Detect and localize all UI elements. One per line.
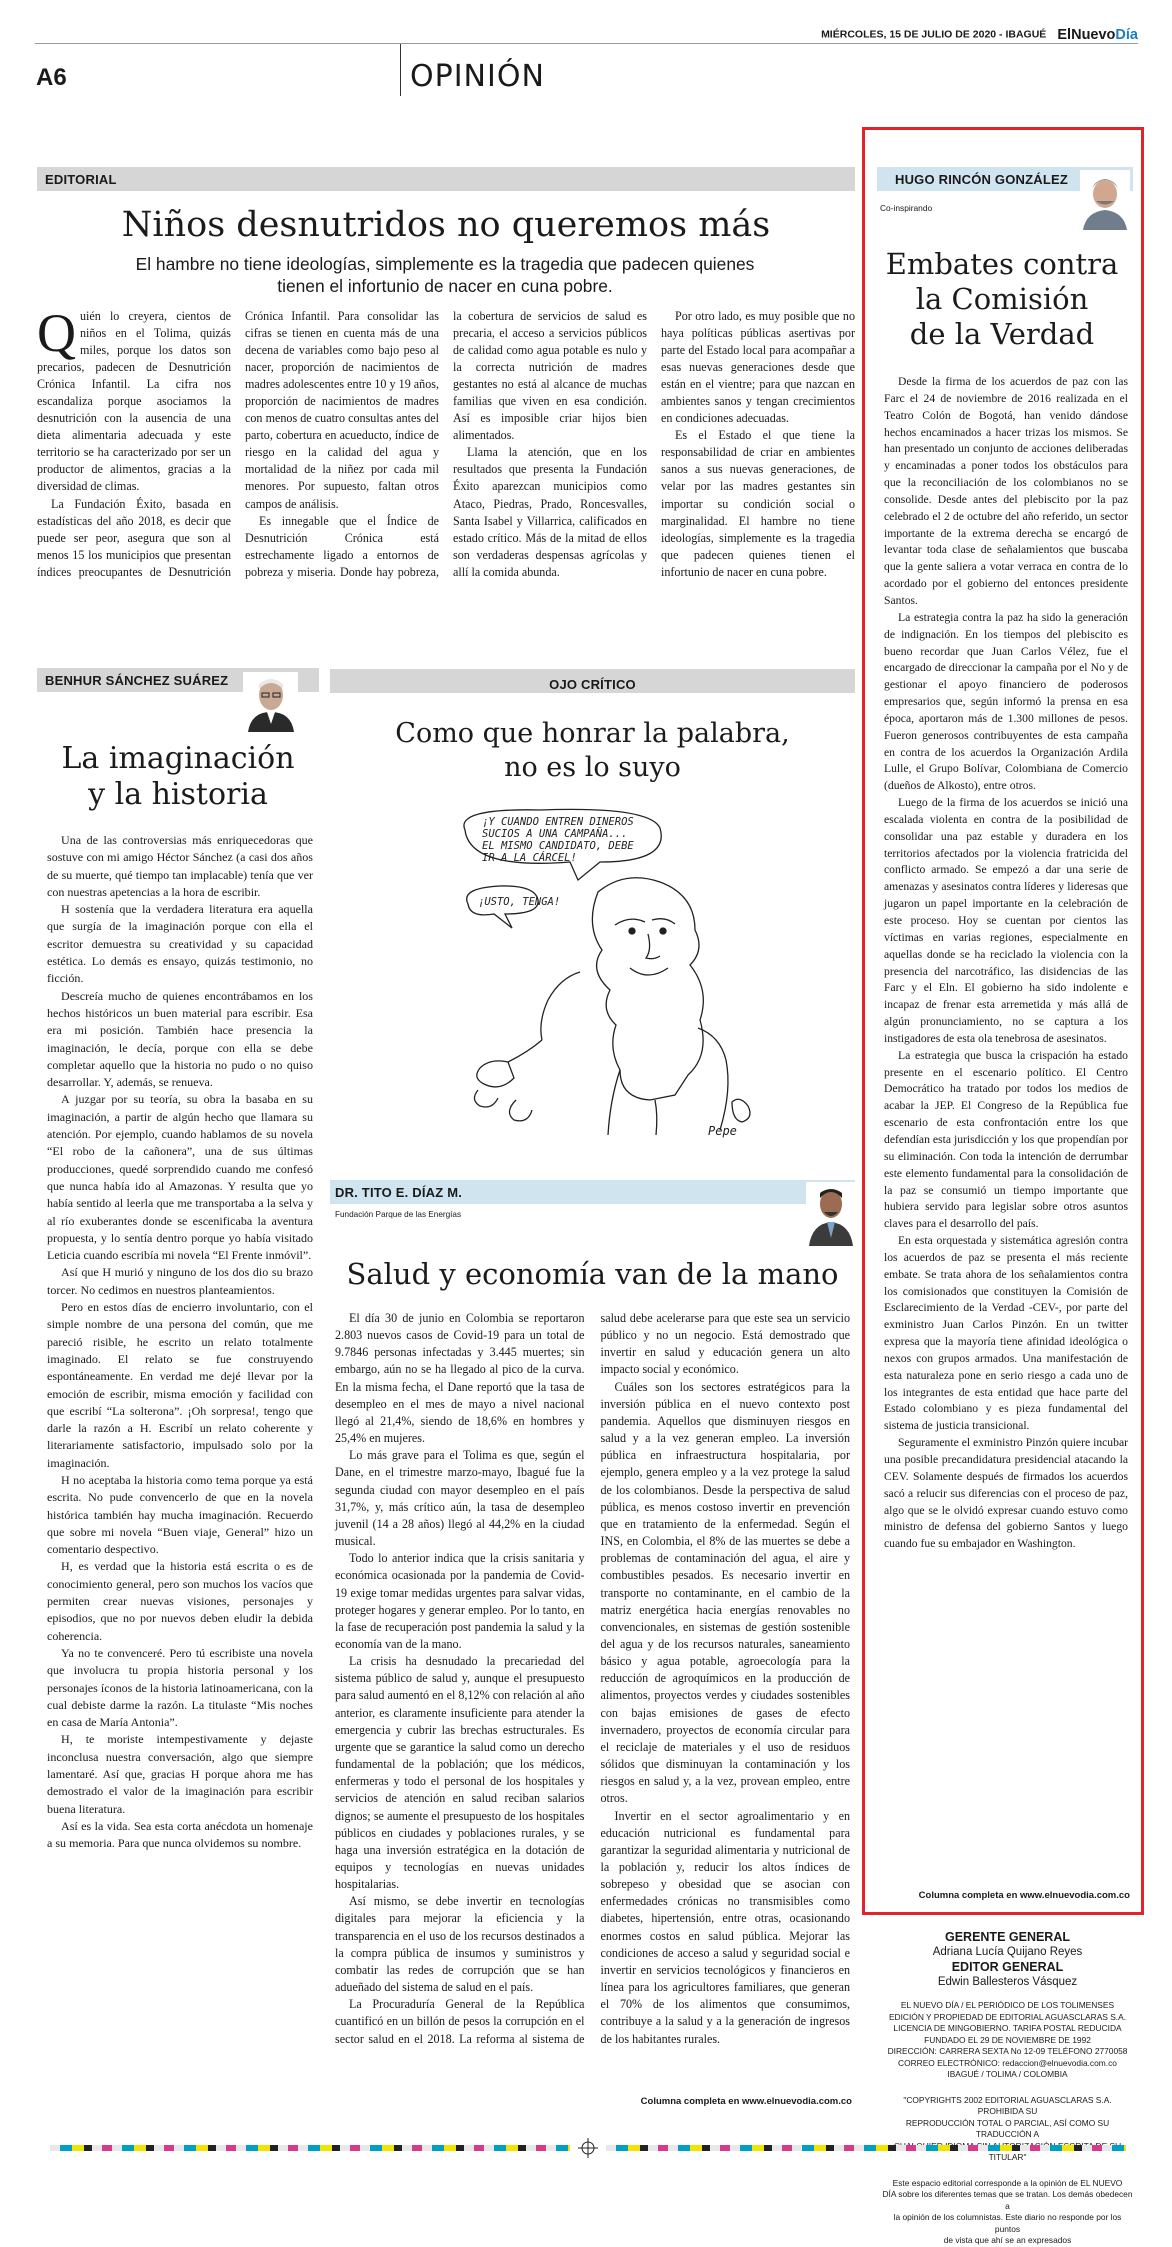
salud-paragraph: Invertir en el sector agroalimentario y en educación nutricional es fundamental para garantizar la seguridad alimentaria y nutricional de la población y, reducir los altos índices de sobrepeso y obesidad que se asocian con enfermedades crónicas no transmisibles como diabetes, hipertensión, entre otras, ocasionando enormes costos en salud pública. Mejorar las condiciones de acceso a salud y seguridad social e invertir en servicios tecnológicos y financieros en línea para los agricultores familiares, que generan el 70% de los alimentos que consumimos, contribuye a la salud y a la generación de ingresos de los habitantes rurales. bbox=[600, 1808, 850, 2046]
editorial-label-bar bbox=[37, 167, 855, 191]
masthead bbox=[880, 1930, 1135, 2247]
benhur-photo bbox=[243, 672, 298, 732]
benhur-paragraph: Así que H murió y ninguno de los dos dio su brazo torcer. No cedimos en nuestros planteamientos. bbox=[47, 1265, 313, 1297]
benhur-body bbox=[47, 832, 313, 2102]
editorial-body bbox=[37, 303, 855, 666]
benhur-paragraph: H, te moriste intempestivamente y dejaste inconclusa nuestra conversación, algo que siempre lamentaré. Así que, gracias H porque ahora me has demostrado el valor de la imaginación para escribir buena literatura. bbox=[47, 1732, 313, 1816]
cartoon-label-bar bbox=[330, 669, 855, 693]
speech-line: ¡Y CUANDO ENTREN DINEROS bbox=[482, 816, 634, 828]
benhur-paragraph: H no aceptaba la historia como tema porque ya está escrita. No pude convencerlo de que en la novela histórica también hay mucha imaginación. Recuerdo que sobre mi novela “Buen viaje, General” hizo un comentario despectivo. bbox=[47, 1472, 313, 1557]
salud-paragraph: El día 30 de junio en Colombia se reportaron 2.803 nuevos casos de Covid-19 para un total de 9.7846 personas infectadas y 3.445 muertes; sin embargo, aún no se ha llegado al pico de la curva. En la misma fecha, el Dane reportó que la tasa de desempleo en el mes de mayo a nivel nacional llegó al 21,4%, siendo de 18,6% en hombres y 25,4% en mujeres. bbox=[335, 1311, 585, 1446]
section-title: OPINIÓN bbox=[410, 59, 545, 94]
editorial-paragraph: Es innegable que el Índice de Desnutrición Crónica está estrechamente ligado a entornos de pobreza y miseria. Donde hay pobreza, la cobertura de servicios de salud es precaria, el acceso a servicios públicos de calidad como agua potable es nulo y la correcta nutrición de madres gestantes no está al alcance de muchas familias que viven en esa condición. Así es imposible criar hijos bien alimentados. bbox=[245, 309, 647, 579]
cartoon-drawing bbox=[420, 800, 780, 1145]
caricature-illustration bbox=[420, 800, 780, 1145]
salud-paragraph: La Procuraduría General de la República cuantificó en un billón de pesos la corrupción en el sector salud en el 2018. La reforma al sistema de salud debe acelerarse para que este sea un servicio público y no un negocio. Está demostrado que invertir en salud y educación genera un alto impacto social y económico. bbox=[335, 1311, 850, 2046]
hugo-paragraph: La estrategia contra la paz ha sido la generación de indignación. En los tiempos del plebiscito es bueno recordar que Juan Carlos Vélez, fue el encargado de direccionar la campaña por el No y de gestionar el apoyo financiero de poderosos empresarios que, según informó la prensa en esa época, aportaron más de 1.300 millones de pesos. Fueron generosos contribuyentes de esta campaña en contra de los acuerdos la Organización Ardila Lulle, el Grupo Bolívar, Colombiana de Comercio (dueños de Alkosto), entre otros. bbox=[884, 610, 1128, 793]
print-color-strip-right bbox=[606, 2145, 1126, 2151]
gerente-name: Adriana Lucía Quijano Reyes bbox=[932, 1946, 1083, 1958]
speech-line: EL MISMO CANDIDATO, DEBE bbox=[482, 840, 634, 852]
benhur-paragraph: Pero en estos días de encierro involuntario, con el simple nombre de una persona del común, que me pareció risible, he escrito un relato totalmente imaginado. El relato se fue construyendo espontáneamente. En verdad me dejé llevar por la emoción de escribir, misma emoción y facilidad con que escribí “La solterona”. ¡Oh sorpresa!, tengo que darle la razón a H. Escribí un relato coherente y literariamente satisfactorio, impulsado solo por la imaginación. bbox=[47, 1300, 313, 1470]
salud-affiliation: Fundación Parque de las Energías bbox=[335, 1210, 462, 1219]
editorial-paragraph: Por otro lado, es muy posible que no haya políticas públicas asertivas por parte del Estado local para acompañar a esas nuevas generaciones desde que están en el vientre; para que nazcan en ambientes sanos y tengan crecimientos en condiciones adecuadas. bbox=[661, 309, 855, 426]
salud-author: DR. TITO E. DÍAZ M. bbox=[335, 1185, 463, 1200]
masthead-copyright: "COPYRIGHTS 2002 EDITORIAL AGUASCLARAS S.A. PROHIBIDA SU REPRODUCCIÓN TOTAL O PARCIAL, ASÍ COMO SU TRADUCCIÓN A TITULAR" bbox=[903, 2094, 1112, 2162]
dateline-bar bbox=[738, 24, 1138, 44]
salud-paragraph: La crisis ha desnudado la precariedad del sistema público de salud y, aunque el presupuesto para salud aumentó en el 8,12% con relación al año anterior, es claramente insuficiente para atender la emergencia y cubrir las brechas estructurales. Es urgente que se garantice la salud como un derecho fundamental de la población; que los médicos, enfermeras y todo el personal de los hospitales y servicios de atención en salud reciban salarios dignos; se aumente el presupuesto de los hospitales públicos en ciudades y poblaciones rurales, y se haga una inversión estratégica en la dotación de equipos y tecnologías en nuevas unidades hospitalarias. bbox=[335, 1654, 585, 1892]
benhur-paragraph: Ya no te convenceré. Pero tú escribiste una novela que involucra tu propia historia personal y los personajes íconos de la historia latinoamericana, con la cual debiste darme la razón. La titulaste “Mis noches en casa de María Antonia”. bbox=[47, 1645, 313, 1730]
editorial-paragraph: Llama la atención, que en los resultados que presenta la Fundación Éxito aparezcan municipios como Ataco, Piedras, Prado, Roncesvalles, Santa Isabel y Villarrica, calificados en estado crítico. Más de la mitad de ellos son verdaderas despensas agrícolas y allí la comida abunda. bbox=[453, 445, 647, 579]
cartoon-label: OJO CRÍTICO bbox=[549, 677, 636, 692]
salud-paragraph: Lo más grave para el Tolima es que, según el Dane, en el trimestre marzo-mayo, Ibagué fue la segunda ciudad con mayor desempleo en el país 31,7%, y, más crítico aún, la tasa de desempleo juvenil (14 a 28 años) llegó al 44,2% en la ciudad musical. bbox=[335, 1448, 585, 1549]
speech-line: IR A LA CÁRCEL! bbox=[482, 852, 577, 864]
hugo-photo bbox=[1080, 170, 1130, 230]
masthead-disclaimer: Este espacio editorial corresponde a la opinión de EL NUEVO DÍA sobre los diferentes temas que se tratan. Los demás obedecen a la opinión de los columnistas. Este diario no responde por los puntos de vista que ahí se an expresados bbox=[882, 2177, 1133, 2245]
benhur-paragraph: A juzgar por su teoría, su obra la basaba en su imaginación, a partir de algún hecho que llamara su atención. Por ejemplo, cuando hablamos de su novela “El robo de la cañonera”, una de sus últimas producciones, quedé sorprendido cuando me confesó que nunca había ido al Amazonas. Y resulta que yo había sentido al leerla que me transportaba a la selva y al río exuberantes donde se escenificaba la aventura propuesta, y lo sentía dentro porque yo había visitado Leticia cuando escribía mi novela “El Frente inmóvil”. bbox=[47, 1092, 313, 1263]
author-portrait-icon bbox=[806, 1182, 856, 1246]
editor-label: EDITOR GENERAL bbox=[951, 1960, 1064, 1974]
salud-footer-link[interactable]: Columna completa en www.elnuevodia.com.co bbox=[640, 2096, 852, 2107]
section-divider bbox=[400, 44, 401, 96]
editorial-subtitle: El hambre no tiene ideologías, simplemente es la tragedia que padecen quienes tienen el infortunio de nacer en cuna pobre. bbox=[135, 254, 755, 296]
salud-photo bbox=[806, 1182, 856, 1246]
page-number: A6 bbox=[36, 64, 67, 91]
masthead-info: EL NUEVO DÍA / EL PERIÓDICO DE LOS TOLIMENSES EDICIÓN Y PROPIEDAD DE EDITORIAL AGUASCLARAS S.A. LICENCIA DE MINGOBIERNO. TARIFA POSTAL REDUCIDA FUNDADO EL 29 DE NOVIEMBRE DE 1992 DIRECCIÓN: CARRERA SEXTA No 12-09 TELÉFONO 2770058 CORREO ELECTRÓNICO: redaccion@elnuevodia.com.co IBAGUÉ / TOLIMA / COLOMBIA bbox=[887, 2000, 1128, 2079]
brand-logo: ElNuevoDía bbox=[1057, 26, 1138, 43]
hugo-author: HUGO RINCÓN GONZÁLEZ bbox=[895, 172, 1068, 187]
hugo-paragraph: La estrategia que busca la crispación ha estado presente en el escenario político. El Centro Democrático ha tratado por todos los medios de acabar la JEP. El Congreso de la República fue escenario de esta confrontación entre los que defendían esta jurisdicción y los que propendían por su eliminación. Con toda la intención de derrumbar este elemento fundamental para la consolidación de la paz se consumió un tiempo importante que hubiera servido para legislar sobre otros asuntos claves para el desarrollo del país. bbox=[884, 1048, 1128, 1231]
header-rule bbox=[35, 43, 1138, 44]
benhur-paragraph: Descreía mucho de quienes encontrábamos en los hechos históricos un buen material para escribir. Esa era mi posición. También hace presencia la imaginación, le decía, porque con ella se debe completar aquello que la historia no pudo o no quiso desarrollar. Y, además, se renueva. bbox=[47, 988, 313, 1090]
benhur-paragraph: H, es verdad que la historia está escrita o es de conocimiento general, pero son muchos los vacíos que permiten crear nuevas visiones, personajes y episodios, que no por nuevos deben eludir la debida coherencia. bbox=[47, 1559, 313, 1643]
editorial-title: Niños desnutridos no queremos más bbox=[121, 205, 771, 245]
hugo-paragraph: Luego de la firma de los acuerdos se inició una escalada violenta en contra de la posibilidad de consolidar una paz estable y duradera en los territorios afectados por la violencia fratricida del conflicto armado. Se empezó a dar una serie de amenazas y asesinatos contra líderes y lideresas que jugaron un papel importante en la celebración de este proceso. Hoy se cuentan por cientos las víctimas en varias regiones, especialmente en aquellas donde se ha reciclado la violencia con la presencia del narcotráfico, las disidencias de las Farc y el Eln. El gobierno ha sido indolente e incapaz de frenar esta arremetida y más allá de algún pronunciamiento, no se captura a los instigadores de esta ola tenebrosa de asesinatos. bbox=[884, 796, 1128, 1045]
hugo-paragraph: Desde la firma de los acuerdos de paz con las Farc el 24 de noviembre de 2016 realizada en el Teatro Colón de Bogotá, han venido dándose hechos encaminados a hacer trizas los mismos. Se han presentado un conjunto de acciones deliberadas y encaminadas a poner todos los obstáculos para que la reconciliación de los colombianos no se consolide. Desde antes del plebiscito por la paz celebrado el 2 de octubre del año referido, un sector importante de la extrema derecha se encargó de levantar toda clase de señalamientos que buscaba que la gente saliera a votar verraca en contra de lo acordado por el gobierno del entonces presidente Santos. bbox=[884, 375, 1128, 607]
author-portrait-icon bbox=[1080, 170, 1130, 230]
hugo-title: Embates contra la Comisión de la Verdad bbox=[885, 247, 1119, 351]
hugo-footer-link[interactable]: Columna completa en www.elnuevodia.com.co bbox=[918, 1890, 1130, 1901]
hugo-body bbox=[884, 374, 1128, 1874]
benhur-paragraph: H sostenía que la verdadera literatura era aquella que surgía de la imaginación porque con ella el escritor demuestra su creatividad y su capacidad estética. Lo demás es ensayo, quizás testimonio, no ficción. bbox=[47, 902, 313, 986]
salud-body bbox=[335, 1310, 850, 2080]
benhur-paragraph: Una de las controversias más enriquecedoras que sostuve con mi amigo Héctor Sánchez (a casi dos años de su muerte, qué tiempo tan implacable) tenía que ver con nuestras apetencias a la hora de escribir. bbox=[47, 833, 313, 899]
speech-short: ¡USTO, TENGA! bbox=[478, 896, 561, 908]
drop-cap: Q bbox=[37, 303, 76, 363]
editorial-paragraph: Quién lo creyera, cientos de niños en el Tolima, quizás miles, porque los datos son precarios, padecen de Desnutrición Crónica Infantil. La cifra nos escandaliza porque asociamos la desnutrición con la ausencia de una dieta alimentaria adecuada y este territorio se ha caracterizado por ser un productor de alimentos, gracias a la diversidad de climas. bbox=[37, 303, 231, 494]
author-portrait-icon bbox=[243, 672, 298, 732]
editorial-paragraph: La Fundación Éxito, basada en estadísticas del año 2018, es decir que puede ser peor, asegura que son al menos 15 los municipios que presentan índices preocupantes de Desnutrición Crónica Infantil. Para consolidar las cifras se tienen en cuenta más de una decena de variables como bajo peso al nacer, proporción de nacimientos de madres adolescentes entre 10 y 19 años, proporción de nacimientos de madres con menos de cuatro consultas antes del parto, cobertura en acueducto, índice de riesgo en la calidad del agua y mortalidad de la niñez por cada mil menores. Por supuesto, faltan otros campos de análisis. bbox=[37, 309, 439, 579]
benhur-paragraph: Así es la vida. Sea esta corta anécdota un homenaje a su memoria. Para que nunca olvidemos su nombre. bbox=[47, 1818, 313, 1851]
cartoonist-signature: Pepe bbox=[708, 1124, 737, 1138]
salud-paragraph: Así mismo, se debe invertir en tecnologías digitales para mejorar la eficiencia y la transparencia en el uso de los recursos destinados a la compra pública de insumos y suministros y combatir las redes de corrupción que se han adueñado del sistema de salud en el país. bbox=[335, 1894, 585, 1995]
cartoon-title: Como que honrar la palabra, no es lo suyo bbox=[395, 718, 790, 783]
speech-line: SUCIOS A UNA CAMPAÑA... bbox=[482, 828, 628, 840]
salud-title: Salud y economía van de la mano bbox=[346, 1257, 839, 1291]
hugo-paragraph: En esta orquestada y sistemática agresión contra los acuerdos de paz se presenta el más reciente embate. Se trata ahora de los señalamientos contra los comisionados que constituyen la Comisión de Esclarecimiento de la Verdad -CEV-, por parte del exministro Juan Carlos Pinzón. En un twitter expresa que la mayoría tiene afinidad ideológica o nexos con grupos armados. Una manifestación de esta naturaleza pone en serio riesgo a cada uno de los integrantes de esta entidad que hace parte del Estado colombiano y es pieza fundamental del sistema de justicia transicional. bbox=[884, 1234, 1128, 1433]
editorial-label: EDITORIAL bbox=[45, 172, 117, 187]
benhur-author: BENHUR SÁNCHEZ SUÁREZ bbox=[45, 673, 229, 688]
salud-label-bar bbox=[330, 1180, 855, 1204]
gerente-label: GERENTE GENERAL bbox=[944, 1930, 1070, 1944]
hugo-role: Co-inspirando bbox=[880, 203, 933, 213]
salud-paragraph: Cuáles son los sectores estratégicos para la inversión pública en el nuevo contexto post pandemia. Aquellos que disminuyen riesgos en salud y a la vez generan empleo. La inversión pública en infraestructura hospitalaria, por ejemplo, genera empleo y a la vez protege la salud de los colombianos. Desde la perspectiva de salud pública, es menos costoso invertir en prevención que en tratamiento de la enfermedad. Según el INS, en Colombia, el 8% de las muertes se debe a problemas de contaminación del agua, el aire y combustibles pesados. Es necesario invertir en transporte no contaminante, en el cambio de la matriz energética hacia energías renovables no convencionales, en sistemas de gestión sostenible del agua y de los recursos naturales, saneamiento básico y agua potable, agroecología para la reducción de agroquímicos en la producción de alimentos, proyectos verdes y ciudades sostenibles con bajas emisiones de gases de efecto invernadero, proyectos de economía circular para el reciclaje de materiales y el uso de residuos sólidos que disminuyan la contaminación y los riesgos en salud y, a la vez, provean empleo, entre otros. bbox=[600, 1379, 850, 1806]
hugo-paragraph: Seguramente el exministro Pinzón quiere incubar una posible precandidatura presidencial atacando la CEV. Solamente después de firmados los acuerdos sacó a relucir sus diferencias con el proceso de paz, algo que se le olvidó expresar cuando estuvo como ministro de defensa del gobierno Santos y luego cuando fue su embajador en Washington. bbox=[884, 1436, 1128, 1551]
print-color-strip-left bbox=[50, 2145, 570, 2151]
editor-name: Edwin Ballesteros Vásquez bbox=[937, 1976, 1078, 1988]
dateline: MIÉRCOLES, 15 DE JULIO DE 2020 - IBAGUÉ bbox=[821, 28, 1047, 41]
benhur-title: La imaginación y la historia bbox=[61, 741, 295, 812]
salud-paragraph: Todo lo anterior indica que la crisis sanitaria y económica ocasionada por la pandemia de Covid-19 exige tomar medidas urgentes para salvar vidas, proteger hogares y generar empleo. Por lo tanto, en la fase de recuperación post pandemia la salud y la economía van de la mano. bbox=[335, 1551, 585, 1651]
registration-mark-icon bbox=[578, 2138, 598, 2158]
editorial-paragraph: Es el Estado el que tiene la responsabilidad de criar en ambientes sanos a sus nuevas generaciones, de velar por las madres gestantes sin importar su condición social o marginalidad. El hambre no tiene ideologías, simplemente es la tragedia que padecen quienes tienen el infortunio de nacer en cuna pobre. bbox=[661, 428, 855, 579]
